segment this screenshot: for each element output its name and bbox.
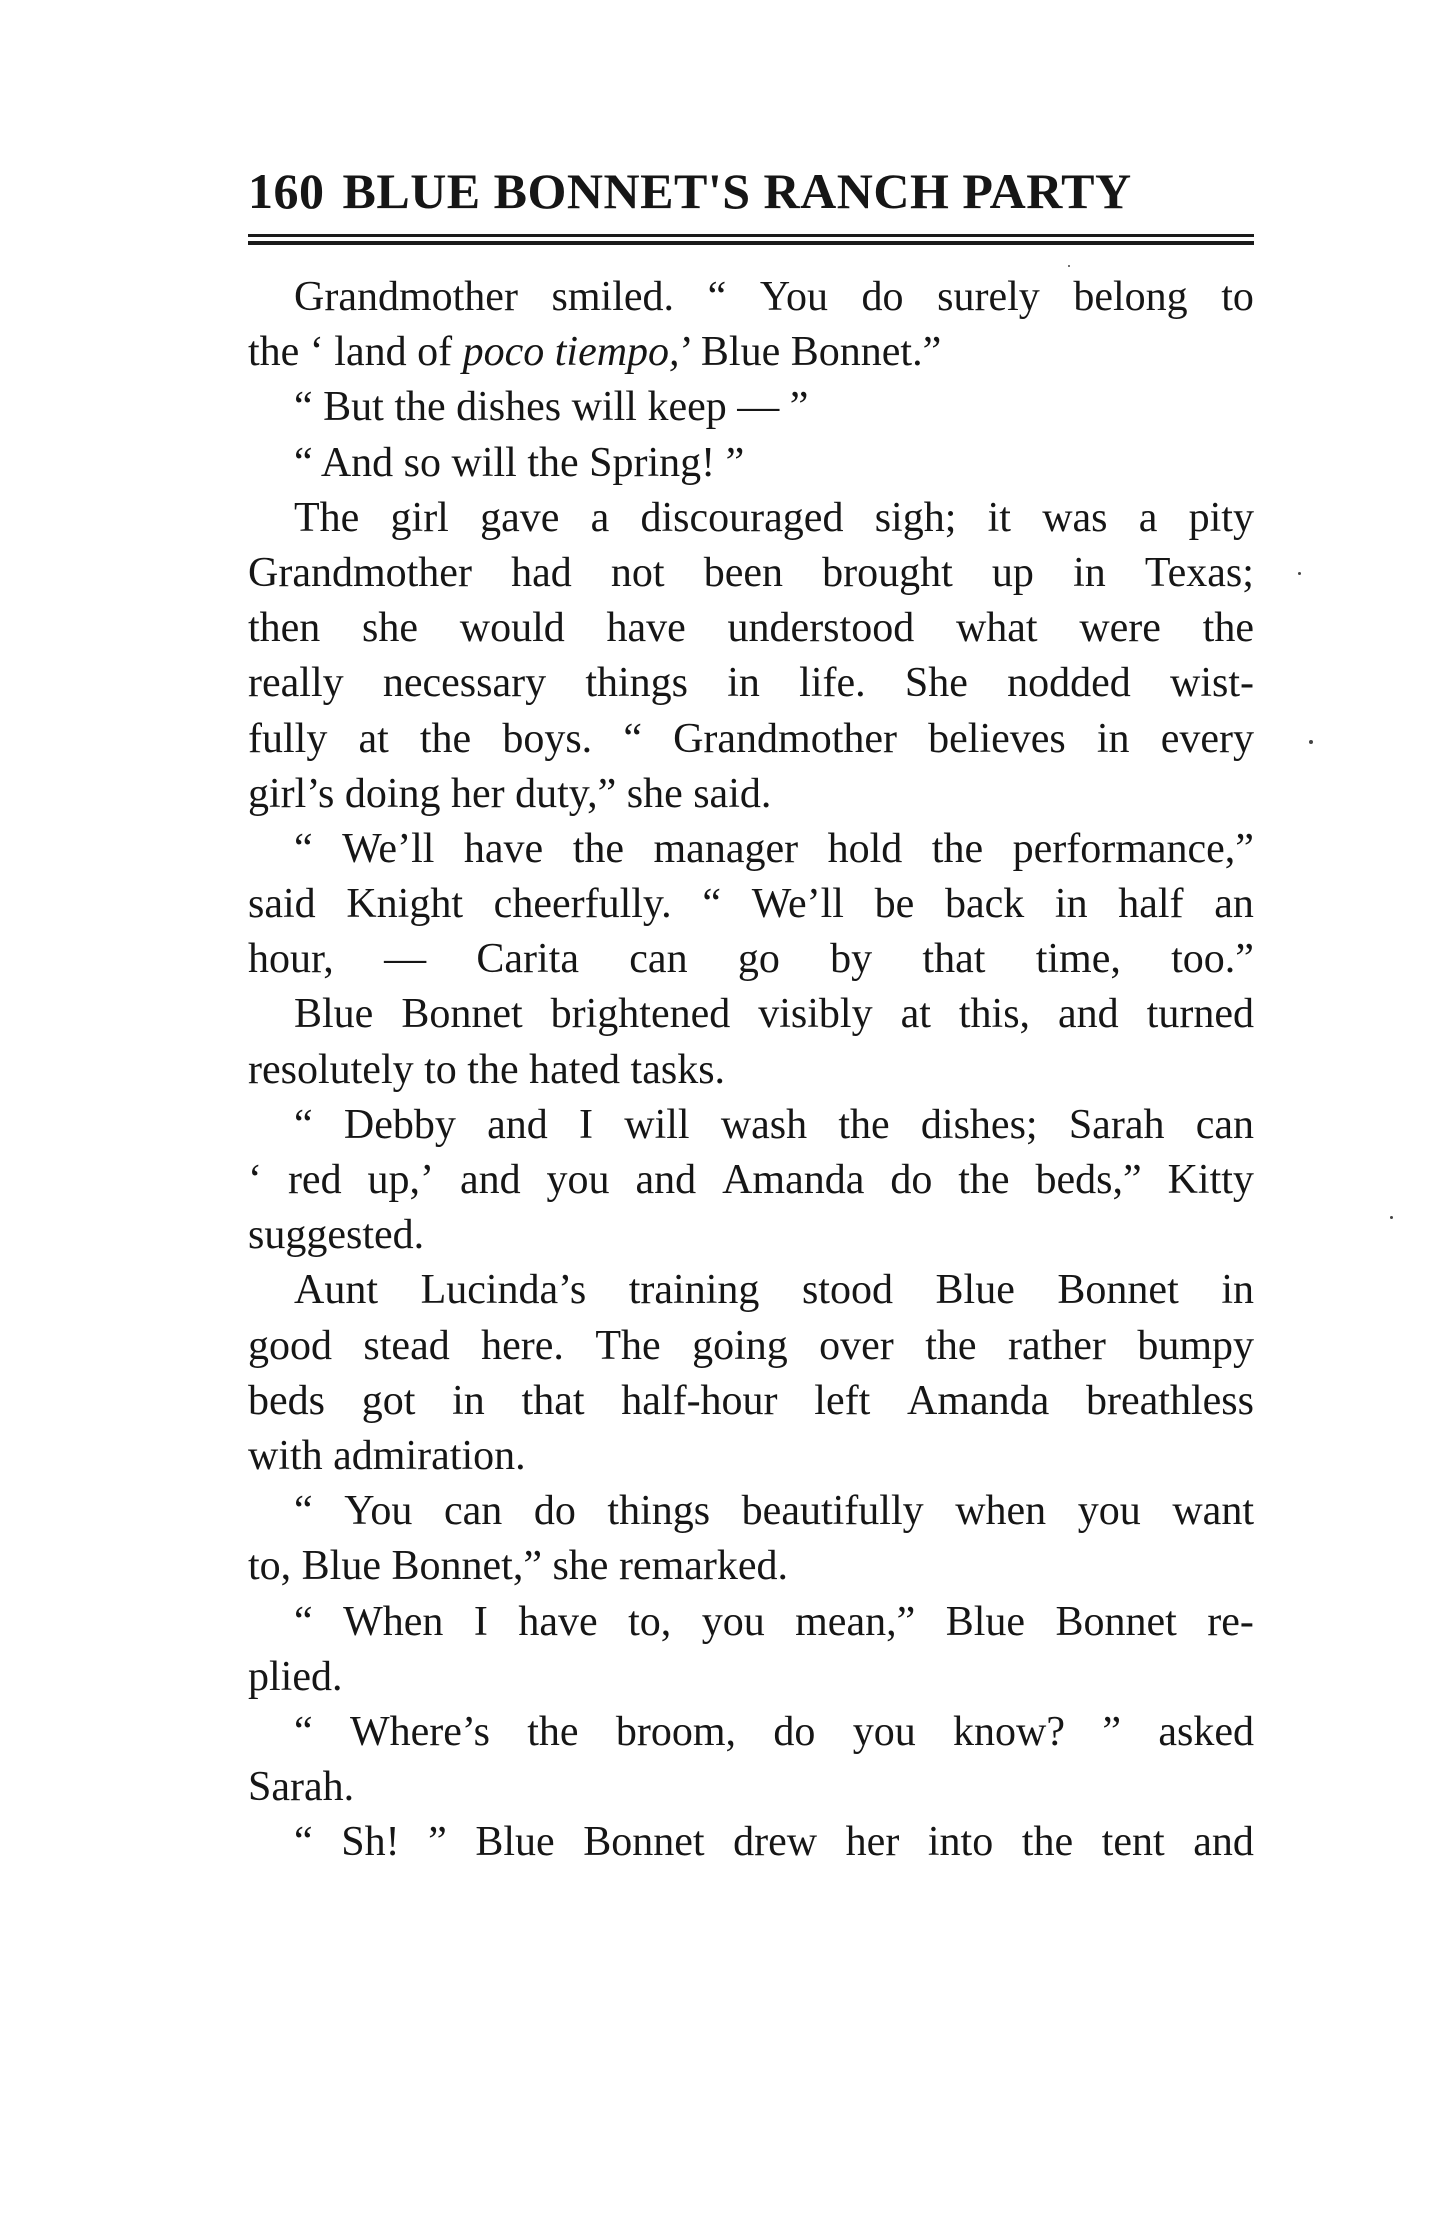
word: it bbox=[987, 494, 1011, 541]
word: a bbox=[590, 494, 610, 541]
word: will bbox=[624, 1101, 690, 1148]
text-line bbox=[248, 767, 1254, 822]
word: in bbox=[727, 660, 760, 707]
text-line bbox=[248, 987, 1254, 1042]
word: you bbox=[852, 1708, 916, 1755]
word: stead bbox=[363, 1322, 450, 1369]
text-line bbox=[248, 546, 1254, 601]
text-line-content: to, Blue Bonnet,” she remarked. bbox=[248, 1543, 789, 1590]
word: the bbox=[1202, 605, 1254, 652]
text-line-content: Sarah. bbox=[248, 1764, 355, 1811]
word: Grandmother bbox=[294, 274, 518, 320]
word: Carita bbox=[476, 936, 579, 983]
word: half-hour bbox=[621, 1377, 778, 1424]
word: go bbox=[737, 936, 780, 983]
word: mean,” bbox=[795, 1598, 916, 1645]
word: that bbox=[521, 1377, 585, 1424]
word: been bbox=[703, 549, 783, 596]
word: up bbox=[991, 549, 1034, 596]
word: We’ll bbox=[342, 825, 435, 872]
word: good bbox=[248, 1322, 332, 1369]
word: want bbox=[1172, 1488, 1254, 1535]
text-line bbox=[248, 822, 1254, 877]
word: the bbox=[838, 1101, 890, 1148]
word: Blue bbox=[294, 991, 374, 1038]
word: the bbox=[1021, 1819, 1074, 1866]
text-line-content: with admiration. bbox=[248, 1432, 526, 1479]
word: performance,” bbox=[1012, 825, 1254, 872]
word: you bbox=[1077, 1488, 1141, 1535]
word: ” bbox=[1102, 1708, 1121, 1755]
word: Amanda bbox=[722, 1157, 865, 1203]
text-line bbox=[248, 1650, 1254, 1705]
word: boys. bbox=[502, 715, 593, 762]
word: Sarah bbox=[1068, 1101, 1165, 1148]
word: at bbox=[900, 991, 931, 1038]
running-head bbox=[248, 162, 1254, 220]
word: I bbox=[579, 1101, 593, 1148]
word: into bbox=[927, 1819, 994, 1866]
text-line-content: resolutely to the hated tasks. bbox=[248, 1046, 726, 1093]
text-line bbox=[248, 1705, 1254, 1760]
text-line bbox=[248, 712, 1254, 767]
word: beds,” bbox=[1035, 1157, 1142, 1203]
text-line bbox=[248, 1319, 1254, 1374]
word: have bbox=[606, 605, 686, 652]
word: turned bbox=[1146, 991, 1254, 1038]
text-line-content: “ And so will the Spring! ” bbox=[294, 439, 745, 486]
word: beds bbox=[248, 1377, 325, 1424]
word: and bbox=[1193, 1819, 1254, 1866]
text-line bbox=[248, 601, 1254, 656]
word: to, bbox=[628, 1598, 672, 1645]
word: life. bbox=[799, 660, 866, 707]
word: an bbox=[1214, 881, 1254, 928]
word: Bonnet bbox=[1055, 1598, 1177, 1645]
word: have bbox=[463, 825, 544, 872]
text-line bbox=[248, 1484, 1254, 1539]
word: do bbox=[533, 1488, 576, 1535]
word: “ bbox=[294, 825, 313, 872]
word: You bbox=[344, 1488, 413, 1535]
word: Knight bbox=[346, 881, 463, 928]
word: up,’ bbox=[367, 1157, 435, 1203]
word: gave bbox=[480, 494, 560, 541]
word: by bbox=[830, 936, 873, 983]
word: “ bbox=[707, 274, 727, 320]
word: and bbox=[635, 1157, 697, 1203]
word: Where’s bbox=[349, 1708, 490, 1755]
word: You bbox=[759, 274, 828, 320]
word: was bbox=[1042, 494, 1108, 541]
print-speck bbox=[1309, 740, 1313, 744]
text-line bbox=[248, 270, 1254, 325]
word: drew bbox=[733, 1819, 818, 1866]
word: sigh; bbox=[874, 494, 957, 541]
word: Blue bbox=[475, 1819, 555, 1866]
word: She bbox=[904, 660, 968, 707]
body-text bbox=[248, 270, 1254, 1870]
word: Amanda bbox=[906, 1377, 1050, 1424]
word: the bbox=[572, 825, 625, 872]
word: The bbox=[595, 1322, 661, 1369]
word: visibly bbox=[758, 991, 873, 1038]
word: pity bbox=[1188, 494, 1254, 541]
word: said bbox=[248, 881, 316, 928]
word: in bbox=[452, 1377, 485, 1424]
word: a bbox=[1138, 494, 1158, 541]
text-line-content: “ But the dishes will keep — ” bbox=[294, 384, 809, 431]
word: can bbox=[1195, 1101, 1254, 1148]
text-line bbox=[248, 325, 1254, 380]
word: When bbox=[343, 1598, 444, 1645]
word: things bbox=[585, 660, 689, 707]
word: discouraged bbox=[640, 494, 844, 541]
word: cheerfully. bbox=[493, 881, 672, 928]
word: the bbox=[527, 1708, 579, 1755]
word: Texas; bbox=[1144, 549, 1254, 596]
word: Bonnet bbox=[583, 1819, 705, 1866]
text-line bbox=[248, 877, 1254, 932]
word: left bbox=[814, 1377, 871, 1424]
word: the bbox=[931, 825, 984, 872]
word: training bbox=[628, 1267, 760, 1314]
text-line bbox=[248, 656, 1254, 711]
word: dishes; bbox=[920, 1101, 1038, 1148]
word: Debby bbox=[343, 1101, 456, 1148]
word: you bbox=[546, 1157, 610, 1203]
word: Grandmother bbox=[673, 715, 898, 762]
word: beautifully bbox=[741, 1488, 924, 1535]
word: know? bbox=[953, 1708, 1066, 1755]
word: that bbox=[922, 936, 986, 983]
word: can bbox=[629, 936, 688, 983]
text-line bbox=[248, 1263, 1254, 1318]
word: stood bbox=[801, 1267, 893, 1314]
word: going bbox=[692, 1322, 788, 1369]
running-title: BLUE BONNET'S RANCH PARTY bbox=[342, 163, 1132, 219]
word: and bbox=[487, 1101, 548, 1148]
word: the bbox=[925, 1322, 977, 1369]
text-line-content: girl’s doing her duty,” she said. bbox=[248, 770, 772, 817]
word: tent bbox=[1101, 1819, 1165, 1866]
text-line bbox=[248, 491, 1254, 546]
word: back bbox=[944, 881, 1025, 928]
print-speck bbox=[1068, 265, 1070, 267]
word: red bbox=[287, 1157, 342, 1203]
text-line bbox=[248, 1374, 1254, 1429]
word: can bbox=[443, 1488, 503, 1535]
text-line bbox=[248, 380, 1254, 435]
word: “ bbox=[294, 1101, 313, 1148]
text-line-content: suggested. bbox=[248, 1212, 425, 1259]
word: had bbox=[511, 549, 572, 596]
word: were bbox=[1079, 605, 1161, 652]
text-line bbox=[248, 436, 1254, 491]
word: the bbox=[419, 715, 472, 762]
text-line-content: plied. bbox=[248, 1653, 343, 1700]
word: too.” bbox=[1171, 936, 1254, 983]
word: manager bbox=[653, 825, 799, 872]
word: Sh! bbox=[341, 1819, 400, 1866]
word: time, bbox=[1035, 936, 1121, 983]
word: Aunt bbox=[294, 1267, 378, 1314]
word: re- bbox=[1207, 1598, 1254, 1645]
word: surely bbox=[937, 274, 1040, 320]
word: not bbox=[610, 549, 665, 596]
text-line bbox=[248, 1429, 1254, 1484]
text-line-content: the ‘ land of poco tiempo,’ Blue Bonnet.” bbox=[248, 329, 942, 376]
word: We’ll bbox=[751, 881, 844, 928]
word: Kitty bbox=[1167, 1157, 1254, 1203]
word: fully bbox=[248, 715, 328, 762]
word: really bbox=[248, 660, 344, 707]
word: girl bbox=[390, 494, 449, 541]
word: Bonnet bbox=[401, 991, 523, 1038]
word: you bbox=[701, 1598, 765, 1645]
word: and bbox=[459, 1157, 521, 1203]
word: in bbox=[1221, 1267, 1254, 1314]
text-line bbox=[248, 1208, 1254, 1263]
word: her bbox=[845, 1819, 900, 1866]
word: understood bbox=[727, 605, 915, 652]
word: “ bbox=[702, 881, 722, 928]
word: “ bbox=[294, 1488, 313, 1535]
word: be bbox=[874, 881, 915, 928]
word: “ bbox=[294, 1708, 313, 1755]
page-number: 160 bbox=[248, 163, 325, 219]
text-line bbox=[248, 1815, 1254, 1870]
word: things bbox=[607, 1488, 711, 1535]
text-line bbox=[248, 932, 1254, 987]
word: — bbox=[384, 936, 427, 983]
word: ” bbox=[428, 1819, 447, 1866]
word: wist- bbox=[1169, 660, 1254, 707]
word: breathless bbox=[1086, 1377, 1254, 1424]
word: do bbox=[861, 274, 904, 320]
word: ‘ bbox=[248, 1157, 262, 1203]
word: rather bbox=[1007, 1322, 1106, 1369]
word: at bbox=[358, 715, 389, 762]
word: got bbox=[361, 1377, 416, 1424]
word: this, bbox=[958, 991, 1031, 1038]
text-line bbox=[248, 1098, 1254, 1153]
word: then bbox=[248, 605, 321, 652]
word: every bbox=[1160, 715, 1254, 762]
word: The bbox=[294, 494, 360, 541]
word: believes bbox=[928, 715, 1066, 762]
word: and bbox=[1058, 991, 1119, 1038]
word: Blue bbox=[945, 1598, 1026, 1645]
word: bumpy bbox=[1137, 1322, 1254, 1369]
word: “ bbox=[623, 715, 642, 762]
word: asked bbox=[1158, 1708, 1254, 1755]
word: Bonnet bbox=[1057, 1267, 1179, 1314]
word: nodded bbox=[1007, 660, 1131, 707]
word: brightened bbox=[550, 991, 731, 1038]
header-double-rule bbox=[248, 234, 1254, 245]
word: necessary bbox=[382, 660, 547, 707]
text-line bbox=[248, 1043, 1254, 1098]
word: in bbox=[1073, 549, 1106, 596]
word: when bbox=[955, 1488, 1047, 1535]
word: “ bbox=[294, 1819, 313, 1866]
print-speck bbox=[1298, 572, 1301, 575]
word: here. bbox=[481, 1322, 564, 1369]
word: hold bbox=[827, 825, 903, 872]
word: she bbox=[362, 605, 419, 652]
print-speck bbox=[1390, 1216, 1393, 1219]
word: the bbox=[958, 1157, 1010, 1203]
word: over bbox=[819, 1322, 894, 1369]
word: what bbox=[955, 605, 1038, 652]
word: hour, bbox=[248, 936, 334, 983]
word: “ bbox=[294, 1598, 313, 1645]
word: broom, bbox=[615, 1708, 737, 1755]
text-line bbox=[248, 1760, 1254, 1815]
word: have bbox=[518, 1598, 598, 1645]
word: wash bbox=[720, 1101, 808, 1148]
word: in bbox=[1096, 715, 1130, 762]
word: would bbox=[459, 605, 565, 652]
word: half bbox=[1118, 881, 1184, 928]
word: Lucinda’s bbox=[420, 1267, 587, 1314]
word: smiled. bbox=[551, 274, 675, 320]
word: belong bbox=[1073, 274, 1188, 320]
text-line bbox=[248, 1153, 1254, 1208]
word: I bbox=[473, 1598, 488, 1645]
text-line bbox=[248, 1539, 1254, 1594]
word: brought bbox=[822, 549, 953, 596]
word: in bbox=[1054, 881, 1088, 928]
text-line bbox=[248, 1595, 1254, 1650]
word: Blue bbox=[935, 1267, 1015, 1314]
word: do bbox=[890, 1157, 933, 1203]
word: do bbox=[773, 1708, 816, 1755]
word: Grandmother bbox=[248, 549, 472, 596]
word: to bbox=[1221, 274, 1254, 320]
